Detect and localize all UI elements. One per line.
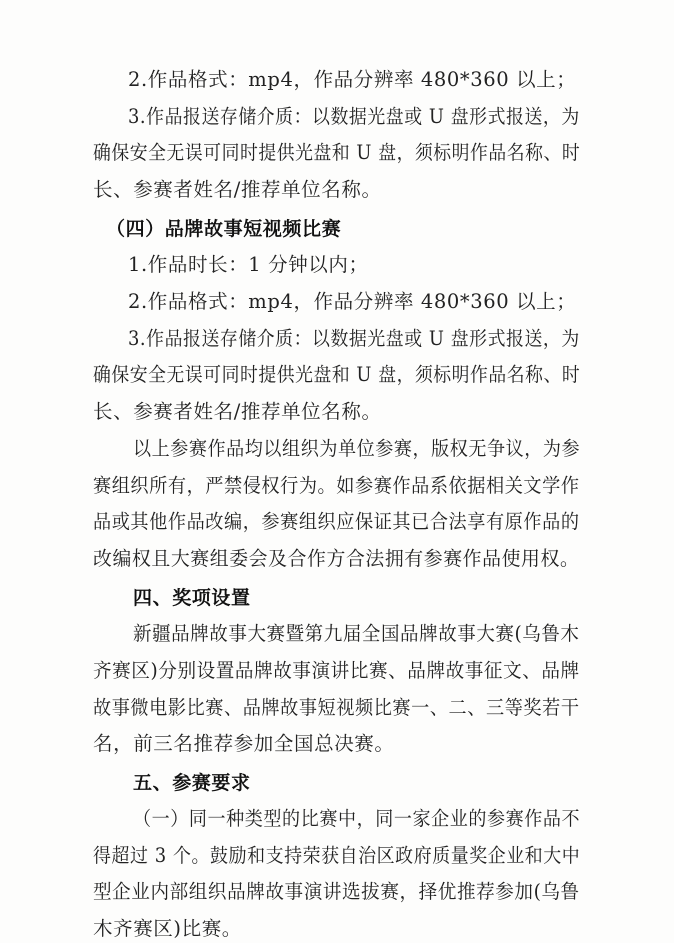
text-line: 得超过 3 个。鼓励和支持荣获自治区政府质量奖企业和大中 — [93, 844, 581, 867]
text-line: 改编权且大赛组委会及合作方合法拥有参赛作品使用权。 — [93, 547, 580, 570]
text-line: 长、参赛者姓名/推荐单位名称。 — [93, 178, 382, 201]
text-line: 以上参赛作品均以组织为单位参赛，版权无争议，为参 — [133, 437, 581, 460]
text-line: 木齐赛区)比赛。 — [93, 917, 242, 940]
text-line: 3.作品报送存储介质：以数据光盘或 U 盘形式报送，为 — [128, 327, 580, 350]
text-line: 赛组织所有，严禁侵权行为。如参赛作品系依据相关文学作 — [93, 474, 580, 497]
text-line: 新疆品牌故事大赛暨第九届全国品牌故事大赛(乌鲁木 — [133, 622, 580, 645]
text-line: 品或其他作品改编，参赛组织应保证其已合法享有原作品的 — [93, 510, 580, 533]
text-line: 2.作品格式：mp4，作品分辨率 480*360 以上； — [128, 290, 577, 313]
text-line: 名，前三名推荐参加全国总决赛。 — [93, 732, 395, 755]
text-line: 长、参赛者姓名/推荐单位名称。 — [93, 400, 382, 423]
text-line: 2.作品格式：mp4，作品分辨率 480*360 以上； — [128, 68, 577, 91]
text-line: 确保安全无误可同时提供光盘和 U 盘，须标明作品名称、时 — [93, 363, 581, 386]
text-line: 3.作品报送存储介质：以数据光盘或 U 盘形式报送，为 — [128, 105, 580, 128]
text-line: 型企业内部组织品牌故事演讲选拔赛，择优推荐参加(乌鲁 — [93, 880, 580, 903]
text-line: 确保安全无误可同时提供光盘和 U 盘，须标明作品名称、时 — [93, 141, 581, 164]
text-line: （一）同一种类型的比赛中，同一家企业的参赛作品不 — [133, 807, 581, 830]
section-heading: 五、参赛要求 — [133, 772, 251, 794]
text-line: 齐赛区)分别设置品牌故事演讲比赛、品牌故事征文、品牌 — [93, 659, 580, 682]
section-heading: （四）品牌故事短视频比赛 — [106, 218, 342, 240]
text-line: 故事微电影比赛、品牌故事短视频比赛一、二、三等奖若干 — [93, 696, 580, 719]
text-line: 1.作品时长：1 分钟以内； — [128, 253, 369, 276]
section-heading: 四、奖项设置 — [133, 587, 251, 609]
